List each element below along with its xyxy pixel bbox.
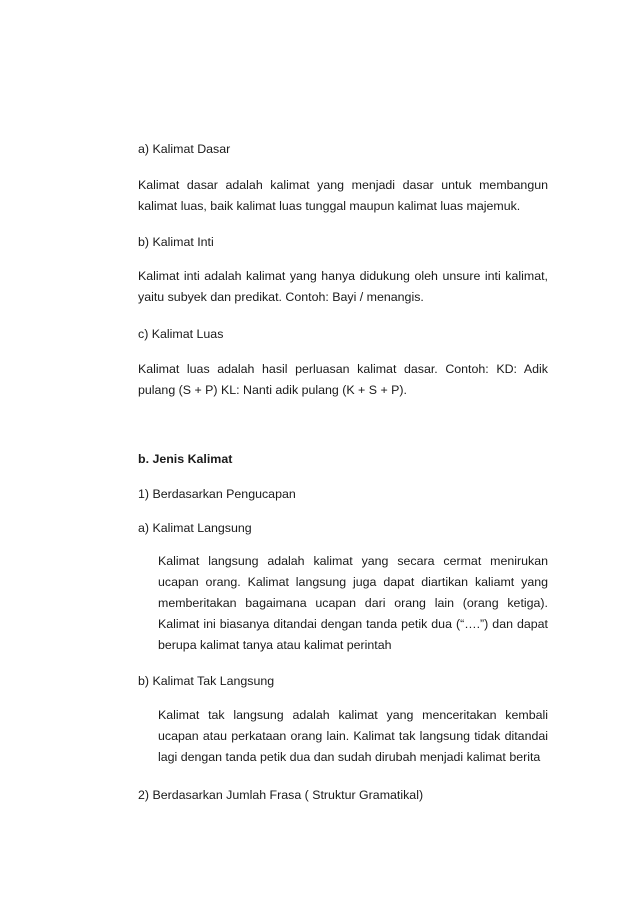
- kalimat-luas-heading: c) Kalimat Luas: [138, 327, 224, 341]
- kalimat-inti-paragraph: Kalimat inti adalah kalimat yang hanya didukung oleh unsure inti kalimat, yaitu subyek dan predikat. Contoh: Bayi / menangis.: [138, 269, 548, 304]
- kalimat-langsung-paragraph: Kalimat langsung adalah kalimat yang secara cermat menirukan ucapan orang. Kalimat langsung juga dapat diartikan kaliamt yang memberitakan bagaimana ucapan dari orang lain (orang ketiga). Kalimat ini biasanya ditandai dengan tanda petik dua (“….”) dan dapat berupa kalimat tanya atau kalimat perintah: [158, 554, 548, 652]
- berdasarkan-pengucapan-heading: 1) Berdasarkan Pengucapan: [138, 487, 296, 501]
- kalimat-dasar-heading: a) Kalimat Dasar: [138, 142, 231, 156]
- kalimat-inti-heading: b) Kalimat Inti: [138, 235, 214, 249]
- kalimat-langsung-heading: a) Kalimat Langsung: [138, 521, 252, 535]
- berdasarkan-jumlah-frasa-heading: 2) Berdasarkan Jumlah Frasa ( Struktur Gramatikal): [138, 788, 424, 802]
- kalimat-dasar-paragraph: Kalimat dasar adalah kalimat yang menjadi dasar untuk membangun kalimat luas, baik kalimat luas tunggal maupun kalimat luas majemuk.: [138, 178, 548, 213]
- jenis-kalimat-heading: b. Jenis Kalimat: [138, 452, 233, 466]
- kalimat-luas-paragraph: Kalimat luas adalah hasil perluasan kalimat dasar. Contoh: KD: Adik pulang (S + P) KL: Nanti adik pulang (K + S + P).: [138, 362, 548, 397]
- kalimat-tak-langsung-paragraph: Kalimat tak langsung adalah kalimat yang menceritakan kembali ucapan atau perkataan orang lain. Kalimat tak langsung tidak ditandai lagi dengan tanda petik dua dan sudah dirubah menjadi kalimat berita: [158, 708, 548, 764]
- kalimat-tak-langsung-heading: b) Kalimat Tak Langsung: [138, 674, 275, 688]
